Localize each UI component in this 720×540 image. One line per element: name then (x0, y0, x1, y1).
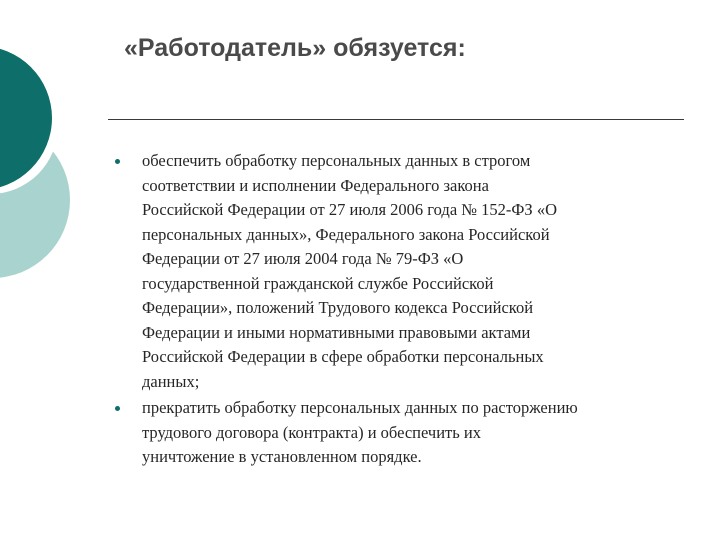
decorative-circles (0, 0, 80, 290)
bullet-icon (115, 406, 120, 411)
bullet-item (112, 396, 688, 470)
bullet-text: обеспечить обработку персональных данных в строгом соответствии и исполнении Федерального закона Российской Федерации от 27 июля 2006 года № 152-ФЗ «О персональных данных», Федерального закона Российской Федерации от 27 июля 2004 года № 79-ФЗ «О государственной гражданской службе Российской Федерации», положений Трудового кодекса Российской Федерации и иными нормативными правовыми актами Российской Федерации в сфере обработки персональных данных; (142, 151, 557, 391)
bullet-item (112, 149, 688, 394)
bullet-list (112, 149, 688, 472)
title-divider (108, 119, 684, 120)
bullet-text: прекратить обработку персональных данных по расторжению трудового договора (контракта) и обеспечить их уничтожение в установленном порядке. (142, 398, 578, 466)
slide-title: «Работодатель» обязуется: (124, 34, 466, 62)
bullet-icon (115, 159, 120, 164)
